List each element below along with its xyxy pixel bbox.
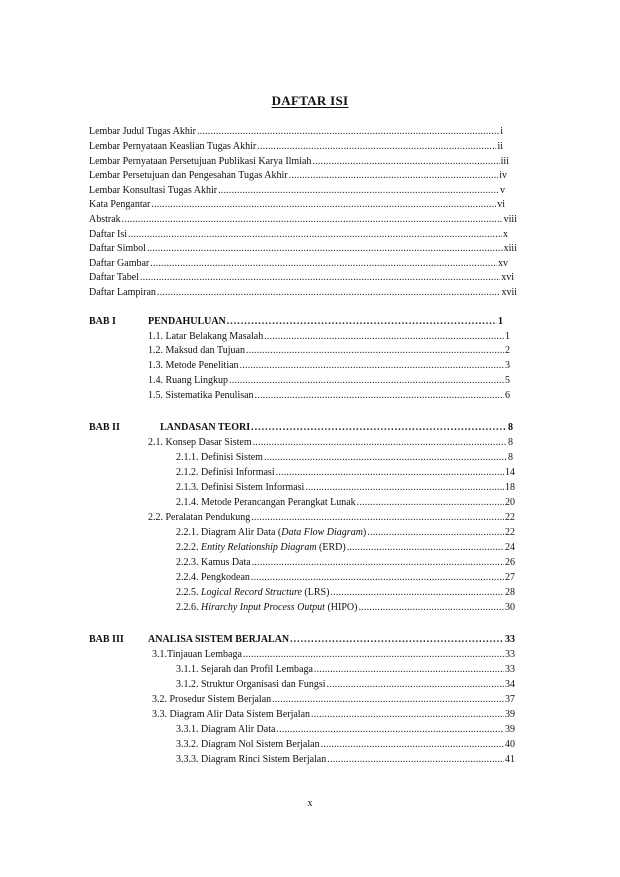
toc-label: Abstrak (89, 214, 121, 225)
chapter-number: BAB II (89, 422, 120, 433)
toc-entry[interactable] (176, 587, 515, 599)
toc-page: i (500, 126, 503, 137)
toc-entry[interactable] (148, 390, 510, 402)
toc-page: x (503, 229, 508, 240)
toc-label: Daftar Lampiran (89, 287, 156, 298)
toc-page: xv (498, 258, 508, 269)
toc-page: 33 (505, 649, 515, 660)
toc-label: 1.1. Latar Belakang Masalah (148, 331, 264, 342)
toc-entry[interactable] (176, 724, 515, 736)
toc-label: 3.1.Tinjauan Lembaga (152, 649, 242, 660)
toc-label: 3.1.2. Struktur Organisasi dan Fungsi (176, 679, 326, 690)
chapter-title: PENDAHULUAN (148, 316, 226, 327)
toc-entry[interactable] (89, 287, 517, 299)
toc-page: 39 (505, 724, 515, 735)
toc-page: 1 (498, 316, 503, 327)
toc-page: 24 (505, 542, 515, 553)
toc-entry[interactable] (176, 452, 513, 464)
toc-entry[interactable] (89, 156, 509, 168)
toc-label: Lembar Konsultasi Tugas Akhir (89, 185, 218, 196)
toc-page: 8 (508, 452, 513, 463)
toc-page: 41 (505, 754, 515, 765)
toc-label: 1.5. Sistematika Penulisan (148, 390, 254, 401)
toc-label: Daftar Isi (89, 229, 128, 240)
toc-entry[interactable] (152, 709, 515, 721)
toc-entry[interactable] (89, 229, 508, 241)
toc-label: 2.1.4. Metode Perancangan Perangkat Lunak (176, 497, 356, 508)
toc-page: 30 (505, 602, 515, 613)
toc-page: 37 (505, 694, 515, 705)
toc-label: Kata Pengantar (89, 199, 151, 210)
page-title: DAFTAR ISI (271, 93, 349, 108)
toc-label: Lembar Judul Tugas Akhir (89, 126, 196, 137)
chapter-number: BAB III (89, 634, 124, 645)
toc-page: 8 (508, 437, 513, 448)
toc-page: xiii (503, 243, 517, 254)
toc-entry[interactable] (176, 739, 515, 751)
toc-chapter-entry[interactable] (160, 422, 513, 434)
toc-chapter-entry[interactable] (148, 316, 503, 328)
toc-entry[interactable] (176, 679, 515, 691)
toc-chapter-entry[interactable] (148, 634, 515, 646)
toc-label: 2.2.1. Diagram Alir Data (Data Flow Diagram) (176, 527, 367, 538)
toc-entry[interactable] (89, 126, 503, 138)
toc-label: 3.3.1. Diagram Alir Data (176, 724, 276, 735)
toc-entry[interactable] (176, 572, 515, 584)
toc-label: 2.1. Konsep Dasar Sistem (148, 437, 252, 448)
toc-label: 2.2.4. Pengkodean (176, 572, 250, 583)
toc-entry[interactable] (176, 754, 515, 766)
toc-label: Lembar Persetujuan dan Pengesahan Tugas Akhir (89, 170, 288, 181)
toc-page: 33 (505, 664, 515, 675)
toc-entry[interactable] (148, 345, 510, 357)
toc-label: 2.1.2. Definisi Informasi (176, 467, 275, 478)
toc-page: 5 (505, 375, 510, 386)
toc-label: 3.3. Diagram Alir Data Sistem Berjalan (152, 709, 311, 720)
toc-entry[interactable] (148, 437, 513, 449)
toc-entry[interactable] (89, 243, 517, 255)
toc-entry[interactable] (89, 141, 503, 153)
toc-page: 20 (505, 497, 515, 508)
toc-entry[interactable] (176, 542, 515, 554)
toc-page: 18 (505, 482, 515, 493)
toc-page: ii (497, 141, 503, 152)
toc-entry[interactable] (176, 557, 515, 569)
toc-label: 3.3.3. Diagram Rinci Sistem Berjalan (176, 754, 327, 765)
toc-label: 2.2.5. Logical Record Structure (LRS) (176, 587, 330, 598)
toc-page: 22 (505, 512, 515, 523)
toc-label: Lembar Pernyataan Keaslian Tugas Akhir (89, 141, 257, 152)
toc-label: 3.1.1. Sejarah dan Profil Lembaga (176, 664, 313, 675)
toc-page: 28 (505, 587, 515, 598)
toc-entry[interactable] (176, 527, 515, 539)
page-number-footer: x (307, 798, 313, 809)
toc-entry[interactable] (148, 512, 515, 524)
toc-page: 40 (505, 739, 515, 750)
toc-page: v (500, 185, 505, 196)
toc-entry[interactable] (89, 170, 507, 182)
toc-label: Lembar Pernyataan Persetujuan Publikasi Karya Ilmiah (89, 156, 312, 167)
toc-entry[interactable] (176, 602, 515, 614)
toc-entry[interactable] (89, 214, 517, 226)
toc-page: xvii (501, 287, 517, 298)
toc-label: 3.2. Prosedur Sistem Berjalan (152, 694, 272, 705)
toc-entry[interactable] (89, 199, 505, 211)
toc-label: 1.2. Maksud dan Tujuan (148, 345, 245, 356)
toc-label: 2.2.3. Kamus Data (176, 557, 251, 568)
toc-label: 2.2.6. Hirarchy Input Process Output (HIPO) (176, 602, 358, 613)
toc-page: 39 (505, 709, 515, 720)
toc-page: 6 (505, 390, 510, 401)
toc-label: 1.3. Metode Penelitian (148, 360, 239, 371)
chapter-title: LANDASAN TEORI (160, 422, 251, 433)
toc-entry[interactable] (89, 258, 508, 270)
toc-page: vi (497, 199, 505, 210)
toc-entry[interactable] (148, 375, 510, 387)
toc-label: 3.3.2. Diagram Nol Sistem Berjalan (176, 739, 320, 750)
toc-page: 14 (505, 467, 515, 478)
toc-label: 2.1.1. Definisi Sistem (176, 452, 263, 463)
toc-entry[interactable] (176, 482, 515, 494)
toc-page: 2 (505, 345, 510, 356)
toc-page: 34 (505, 679, 515, 690)
toc-page: 8 (508, 422, 513, 433)
toc-entry[interactable] (89, 185, 505, 197)
toc-entry[interactable] (176, 497, 515, 509)
toc-page: 3 (505, 360, 510, 371)
toc-label: 2.2.2. Entity Relationship Diagram (ERD) (176, 542, 346, 553)
toc-page: 22 (505, 527, 515, 538)
toc-label: Daftar Simbol (89, 243, 146, 254)
toc-page: 27 (505, 572, 515, 583)
toc-entry[interactable] (176, 664, 515, 676)
toc-label: 2.1.3. Definisi Sistem Informasi (176, 482, 305, 493)
toc-entry[interactable] (148, 331, 510, 343)
toc-entry[interactable] (89, 272, 514, 284)
toc-entry[interactable] (152, 649, 515, 661)
toc-page: iii (500, 156, 509, 167)
toc-label: 1.4. Ruang Lingkup (148, 375, 228, 386)
toc-page: iv (499, 170, 507, 181)
chapter-title: ANALISA SISTEM BERJALAN (148, 634, 290, 645)
toc-page: 26 (505, 557, 515, 568)
toc-page: viii (503, 214, 517, 225)
chapter-number: BAB I (89, 316, 116, 327)
toc-label: Daftar Gambar (89, 258, 150, 269)
toc-label: Daftar Tabel (89, 272, 139, 283)
toc-label: 2.2. Peralatan Pendukung (148, 512, 251, 523)
toc-entry[interactable] (176, 467, 515, 479)
toc-entry[interactable] (152, 694, 515, 706)
toc-entry[interactable] (148, 360, 510, 372)
toc-page: 1 (505, 331, 510, 342)
toc-page: xvi (501, 272, 514, 283)
toc-page: 33 (505, 634, 515, 645)
